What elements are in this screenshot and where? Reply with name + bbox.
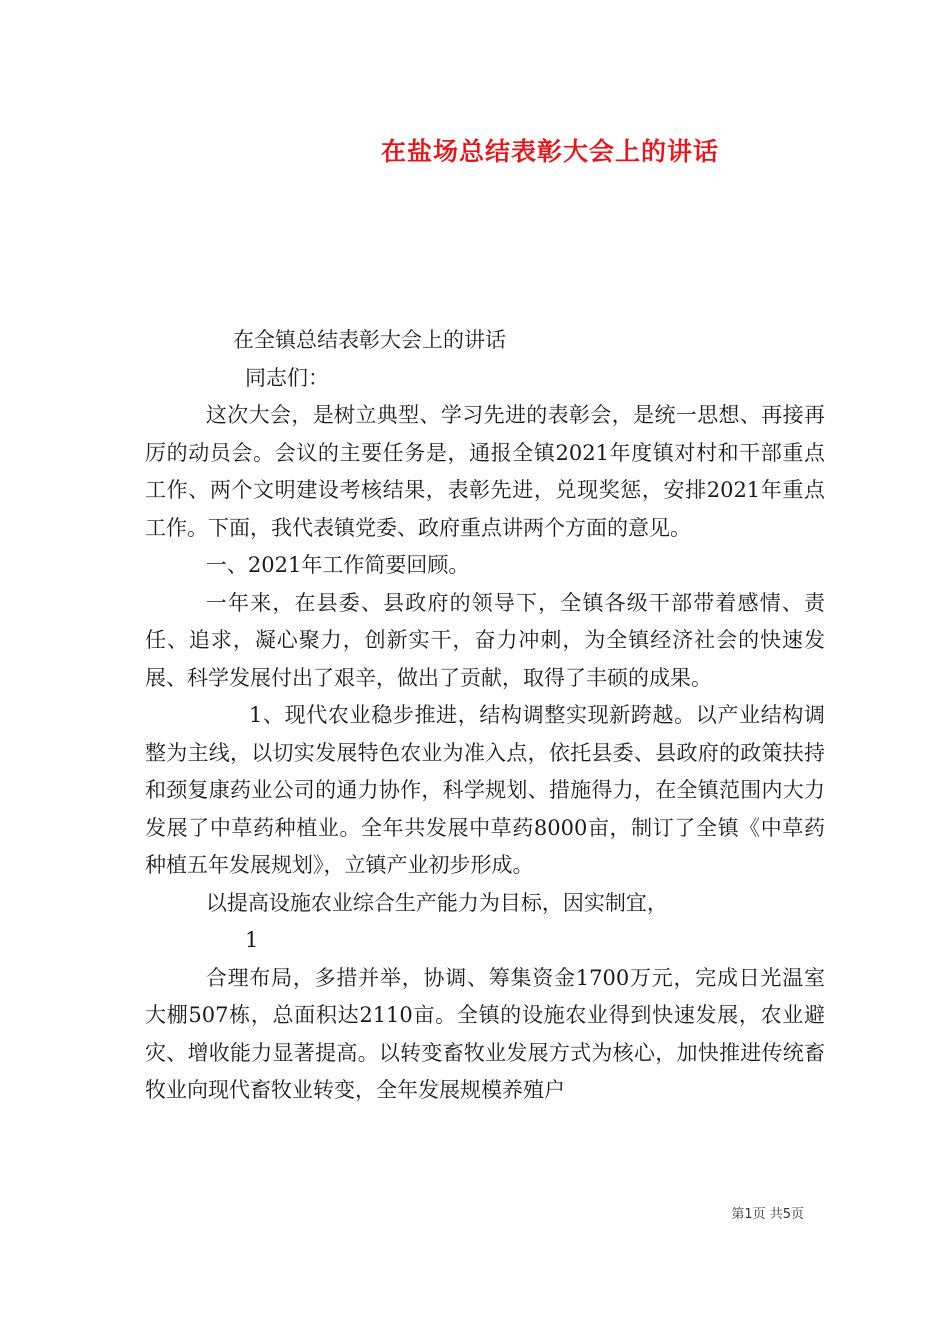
section-heading: 一、2021年工作简要回顾。 [205,553,470,577]
paragraph-facility: 以提高设施农业综合生产能力为目标，因实制宜， [205,890,668,915]
paragraph-intro: 这次大会，是树立典型、学习先进的表彰会，是统一思想、再接再厉的动员会。会议的主要任务是，通报全镇2021年度镇对村和干部重点工作、两个文明建设考核结果，表彰先进，兑现奖惩，安排2021年重点工作。下面，我代表镇党委、政府重点讲两个方面的意见。 [145,403,825,540]
page-footer: 第1页 共5页 [731,1207,804,1222]
paragraph-layout: 合理布局，多措并举，协调、筹集资金1700万元，完成日光温室大棚507栋，总面积达2110亩。全镇的设施农业得到快速发展，农业避灾、增收能力显著提高。以转变畜牧业发展方式为核心，加快推进传统畜牧业向现代畜牧业转变，全年发展规模养殖户 [145,965,825,1102]
document-title: 在盐场总结表彰大会上的讲话 [380,137,719,166]
document-body [145,322,825,1110]
paragraph-review: 一年来，在县委、县政府的领导下，全镇各级干部带着感情、责任、追求，凝心聚力，创新实干，奋力冲刺，为全镇经济社会的快速发展、科学发展付出了艰辛，做出了贡献，取得了丰硕的成果。 [145,590,825,690]
subtitle: 在全镇总结表彰大会上的讲话 [233,328,506,352]
inline-page-number: 1 [245,928,259,952]
paragraph-agriculture: 1、现代农业稳步推进，结构调整实现新跨越。以产业结构调整为主线，以切实发展特色农业为准入点，依托县委、县政府的政策扶持和颈复康药业公司的通力协作，科学规划、措施得力，在全镇范围内大力发展了中草药种植业。全年共发展中草药8000亩，制订了全镇《中草药种植五年发展规划》，立镇产业初步形成。 [145,703,825,877]
salutation: 同志们： [245,365,329,390]
